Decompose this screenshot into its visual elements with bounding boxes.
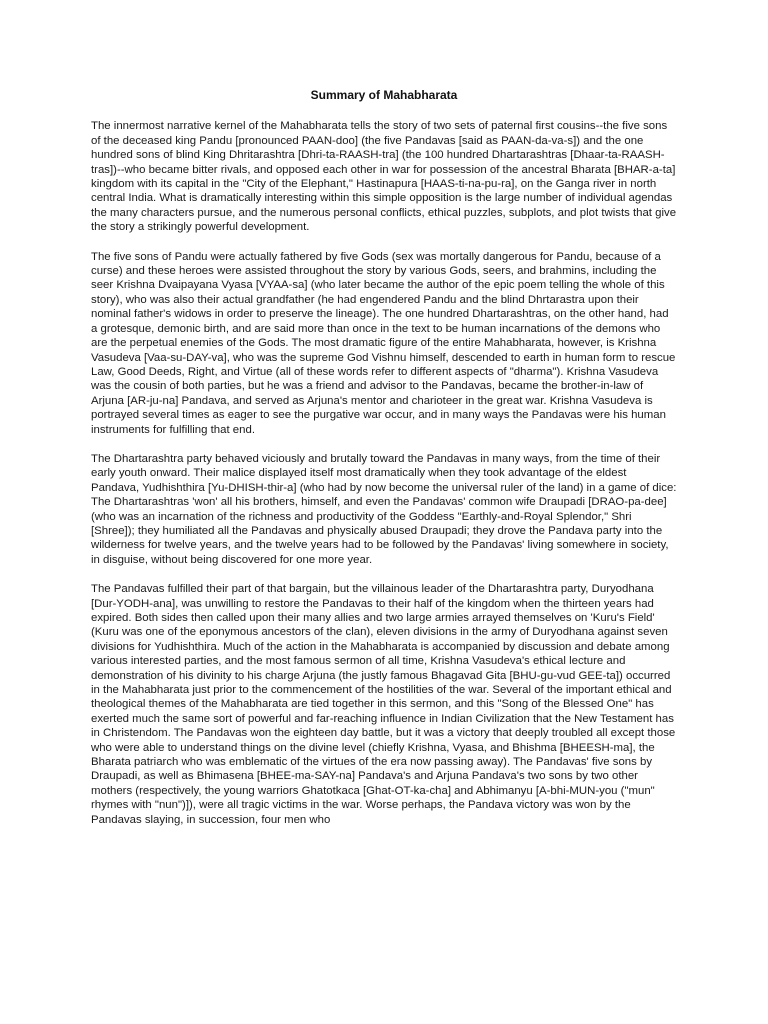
paragraph-2: The five sons of Pandu were actually fathered by five Gods (sex was mortally dangerous for Pandu, because of a curse) and these heroes were assisted throughout the story by various Gods, seers, and brahmins, including the seer Krishna Dvaipayana Vyasa [VYAA-sa] (who later became the author of the epic poem telling the whole of this story), who was also their actual grandfather (he had engendered Pandu and the blind Dhrtarastra upon their nominal father's widows in order to preserve the lineage). The one hundred Dhartarashtras, on the other hand, had a grotesque, demonic birth, and are said more than once in the text to be human incarnations of the demons who are the perpetual enemies of the Gods. The most dramatic figure of the entire Mahabharata, however, is Krishna Vasudeva [Vaa-su-DAY-va], who was the supreme God Vishnu himself, descended to earth in human form to rescue Law, Good Deeds, Right, and Virtue (all of these words refer to different aspects of "dharma"). Krishna Vasudeva was the cousin of both parties, but he was a friend and advisor to the Pandavas, became the brother-in-law of Arjuna [AR-ju-na] Pandava, and served as Arjuna's mentor and charioteer in the great war. Krishna Vasudeva is portrayed several times as eager to see the purgative war occur, and in many ways the Pandavas were his human instruments for fulfilling that end. — [91, 250, 676, 436]
document-title: Summary of Mahabharata — [310, 88, 458, 102]
paragraph-4: The Pandavas fulfilled their part of that bargain, but the villainous leader of the Dhartarashtra party, Duryodhana [Dur-YODH-ana], was unwilling to restore the Pandavas to their half of the kingdom when the thirteen years had expired. Both sides then called upon their many allies and two large armies arrayed themselves on 'Kuru's Field' (Kuru was one of the eponymous ancestors of the clan), eleven divisions in the army of Duryodhana against seven divisions for Yudhishthira. Much of the action in the Mahabharata is accompanied by discussion and debate among various interested parties, and the most famous sermon of all time, Krishna Vasudeva's ethical lecture and demonstration of his divinity to his charge Arjuna (the justly famous Bhagavad Gita [BHU-gu-vud GEE-ta]) occurred in the Mahabharata just prior to the commencement of the hostilities of the war. Several of the important ethical and theological themes of the Mahabharata are tied together in this sermon, and this "Song of the Blessed One" has exerted much the same sort of powerful and far-reaching influence in Indian Civilization that the New Testament has in Christendom. The Pandavas won the eighteen day battle, but it was a victory that deeply troubled all except those who were able to understand things on the divine level (chiefly Krishna, Vyasa, and Bhishma [BHEESH-ma], the Bharata patriarch who was emblematic of the virtues of the era now passing away). The Pandavas' five sons by Draupadi, as well as Bhimasena [BHEE-ma-SAY-na] Pandava's and Arjuna Pandava's two sons by two other mothers (respectively, the young warriors Ghatotkaca [Ghat-OT-ka-cha] and Abhimanyu [A-bhi-MUN-you ("mun" rhymes with "nun")]), were all tragic victims in the war. Worse perhaps, the Pandava victory was won by the Pandavas slaying, in succession, four men who — [91, 583, 676, 826]
paragraph-1: The innermost narrative kernel of the Mahabharata tells the story of two sets of paternal first cousins--the five sons of the deceased king Pandu [pronounced PAAN-doo] (the five Pandavas [said as PAAN-da-va-s]) and the one hundred sons of blind King Dhritarashtra [Dhri-ta-RAASH-tra] (the 100 hundred Dhartarashtras [Dhaar-ta-RAASH-tras])--who became bitter rivals, and opposed each other in war for possession of the ancestral Bharata [BHAR-a-ta] kingdom with its capital in the "City of the Elephant," Hastinapura [HAAS-ti-na-pu-ra], on the Ganga river in north central India. What is dramatically interesting within this simple opposition is the large number of individual agendas the many characters pursue, and the numerous personal conflicts, ethical puzzles, subplots, and plot twists that give the story a strikingly powerful development. — [91, 120, 677, 234]
paragraph-3: The Dhartarashtra party behaved viciously and brutally toward the Pandavas in many ways, from the time of their early youth onward. Their malice displayed itself most dramatically when they took advantage of the eldest Pandava, Yudhishthira [Yu-DHISH-thir-a] (who had by now become the universal ruler of the land) in a game of dice: The Dhartarashtras 'won' all his brothers, himself, and even the Pandavas' common wife Draupadi [DRAO-pa-dee] (who was an incarnation of the richness and productivity of the Goddess "Earthly-and-Royal Splendor," Shri [Shree]); they humiliated all the Pandavas and physically abused Draupadi; they drove the Pandava party into the wilderness for twelve years, and the twelve years had to be followed by the Pandavas' living somewhere in society, in disguise, without being discovered for one more year. — [91, 452, 677, 566]
document-body — [91, 88, 677, 842]
